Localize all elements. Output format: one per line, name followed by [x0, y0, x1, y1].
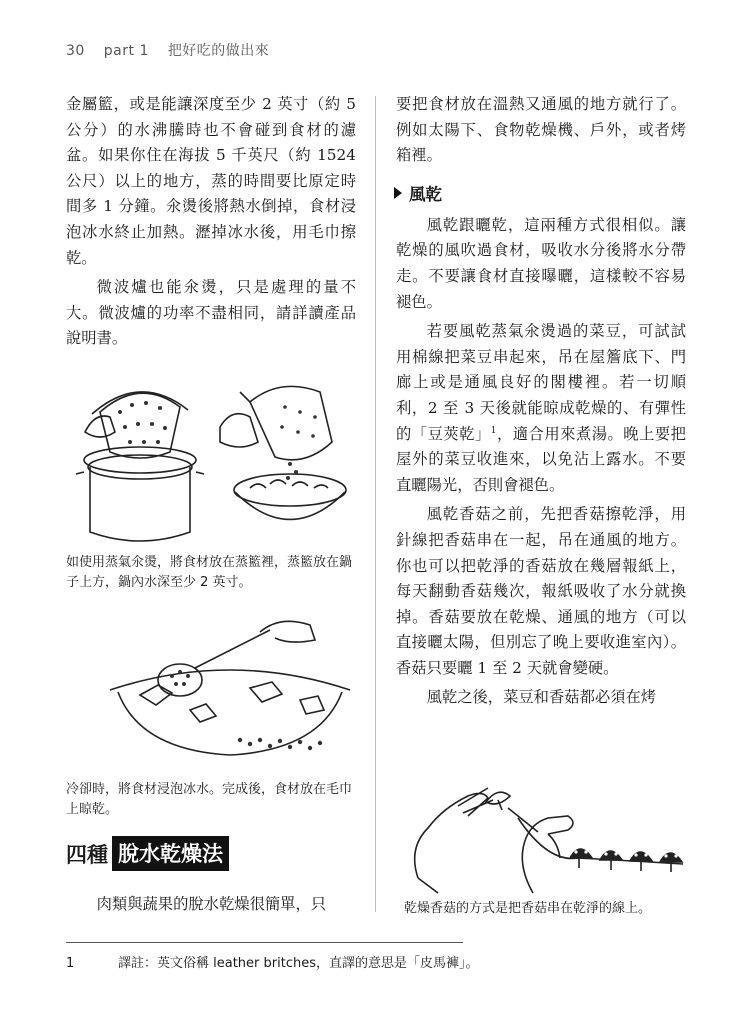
right-paragraph-4: 風乾香菇之前，先把香菇擦乾淨，用針線把香菇串在一起，吊在通風的地方。你也可以把乾淨的香菇放在幾層報紙上，每天翻動香菇幾次，報紙吸收了水分就換掉。香菇要放在乾燥、通風的地方（可以直接曬太陽，但別忘了晚上要收進室內）。香菇只要曬 1 至 2 天就會變硬。 [396, 505, 686, 677]
running-header [66, 40, 283, 60]
right-column [396, 92, 686, 711]
mushroom-thread-illustration [398, 768, 690, 898]
left-paragraph-2: 微波爐也能氽燙，只是處理的量不大。微波爐的功率不盡相同，請詳讀產品說明書。 [66, 278, 356, 348]
left-paragraph-3: 肉類與蔬果的脫水乾燥很簡單，只 [96, 895, 327, 913]
part-label: part 1 [103, 43, 149, 59]
right-paragraph-2: 風乾跟曬乾，這兩種方式很相似。讓乾燥的風吹過食材，吸收水分後將水分帶走。不要讓食材直接曝曬，這樣較不容易褪色。 [396, 215, 686, 311]
left-column [66, 92, 356, 352]
footnote-ref: 1 [490, 425, 497, 436]
page-number: 30 [66, 43, 85, 59]
section-title-prefix: 四種 [66, 842, 108, 867]
chapter-title: 把好吃的做出來 [167, 43, 270, 59]
steamer-caption: 如使用蒸氣氽燙，將食材放在蒸籃裡，蒸籃放在鍋子上方，鍋內水深至少 2 英寸。 [66, 555, 353, 590]
ice-bath-illustration [100, 610, 360, 770]
footnote-number: 1 [66, 956, 75, 971]
right-paragraph-1: 要把食材放在溫熱又通風的地方就行了。例如太陽下、食物乾燥機、戶外，或者烤箱裡。 [396, 95, 686, 165]
section-title [66, 836, 229, 871]
subhead-air-drying [394, 181, 686, 205]
footnote [66, 952, 478, 971]
ice-bath-caption: 冷卻時，將食材浸泡冰水。完成後，食材放在毛巾上晾乾。 [66, 782, 353, 817]
footnote-rule [66, 942, 463, 943]
steamer-illustration [70, 372, 360, 552]
column-divider [375, 96, 376, 912]
right-paragraph-3-b: ，適合用來煮湯。晚上要把屋外的菜豆收進來，以免沾上露水。不要直曬陽光，否則會褪色。 [396, 424, 686, 494]
triangle-bullet-icon [394, 187, 402, 199]
left-paragraph-1: 金屬籃，或是能讓深度至少 2 英寸（約 5 公分）的水沸騰時也不會碰到食材的濾盆。如果你住在海拔 5 千英尺（約 1524 公尺）以上的地方，蒸的時間要比原定時間多 1 分鐘。氽燙後將熱水倒掉，食材浸泡冰水終止加熱。瀝掉冰水後，用毛巾擦乾。 [66, 95, 356, 267]
subhead-label: 風乾 [409, 184, 442, 204]
footnote-text: 譯註：英文俗稱 leather britches，直譯的意思是「皮馬褲」。 [118, 956, 479, 971]
right-paragraph-3-a: 若要風乾蒸氣氽燙過的菜豆，可試試用棉線把菜豆串起來，吊在屋簷底下、門廊上或是通風良好的閣樓裡。若一切順利，2 至 3 天後就能晾成乾燥的、有彈性的「豆莢乾」 [396, 322, 686, 443]
right-paragraph-3 [396, 319, 686, 498]
section-title-boxed: 脫水乾燥法 [112, 836, 229, 871]
mushroom-caption: 乾燥香菇的方式是把香菇串在乾淨的線上。 [404, 901, 652, 916]
right-paragraph-5: 風乾之後，菜豆和香菇都必須在烤 [426, 688, 657, 707]
